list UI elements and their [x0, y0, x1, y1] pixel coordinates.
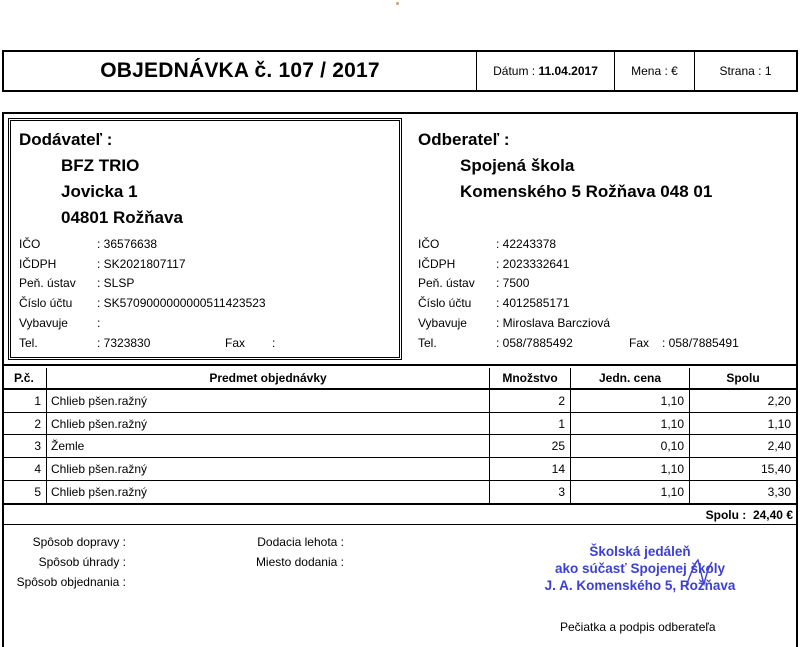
row-item: Chlieb pšen.ražný	[51, 394, 148, 408]
customer-field-label: IČDPH	[418, 257, 456, 271]
customer-tel-label: Tel.	[418, 336, 437, 350]
supplier-field-label: Vybavuje	[19, 316, 68, 330]
row-unit-price: 1,10	[660, 394, 684, 408]
row-unit-price: 1,10	[660, 462, 684, 476]
signature-label: Pečiatka a podpis odberateľa	[560, 620, 716, 634]
customer-heading: Odberateľ :	[418, 130, 510, 149]
row-item: Chlieb pšen.ražný	[51, 417, 148, 431]
delivery-place-label: Miesto dodania :	[255, 555, 344, 569]
supplier-field-value: : SK2021807117	[97, 257, 186, 271]
col-header-no: P.č.	[14, 371, 34, 385]
customer-field-label: IČO	[418, 237, 440, 251]
currency-label: Mena :	[631, 64, 668, 78]
customer-field-value: : Miroslava Barcziová	[496, 316, 611, 330]
row-unit-price: 1,10	[660, 485, 684, 499]
customer-name: Spojená škola	[460, 156, 575, 175]
customer-tel-value: : 058/7885492	[496, 336, 573, 350]
row-total: 2,40	[767, 439, 791, 453]
row-total: 3,30	[767, 485, 791, 499]
stamp-line: Školská jedáleň	[589, 544, 691, 559]
supplier-field-label: Číslo účtu	[19, 296, 73, 310]
customer-address: Komenského 5 Rožňava 048 01	[460, 182, 713, 201]
customer-fax-label: Fax	[629, 336, 650, 350]
row-qty: 1	[558, 417, 565, 431]
row-item: Chlieb pšen.ražný	[51, 462, 148, 476]
supplier-field-label: Peň. ústav	[19, 276, 76, 290]
supplier-field-label: IČO	[19, 237, 41, 251]
row-no: 2	[34, 417, 41, 431]
supplier-fax-label: Fax	[225, 336, 246, 350]
row-total: 2,20	[767, 394, 791, 408]
payment-label: Spôsob úhrady :	[38, 555, 126, 569]
stamp-line: J. A. Komenského 5, Rožňava	[544, 578, 736, 593]
signature-scribble	[680, 556, 720, 592]
sum-label: Spolu :	[705, 508, 747, 522]
customer-field-label: Peň. ústav	[418, 276, 475, 290]
stamp-line: ako súčasť Spojenej školy	[554, 561, 726, 576]
supplier-field-label: IČDPH	[19, 257, 57, 271]
table-col-divider	[46, 368, 47, 505]
row-total: 15,40	[760, 462, 791, 476]
row-no: 5	[34, 485, 41, 499]
currency-cell	[614, 52, 694, 90]
supplier-name: BFZ TRIO	[61, 156, 140, 175]
date-label: Dátum :	[493, 64, 536, 78]
row-item: Žemle	[51, 439, 85, 453]
sum-row	[600, 508, 793, 524]
currency-value: €	[671, 64, 678, 78]
customer-field-value: : 7500	[496, 276, 530, 290]
customer-field-value: : 4012585171	[496, 296, 570, 310]
row-qty: 25	[551, 439, 565, 453]
row-qty: 3	[558, 485, 565, 499]
col-header-item: Predmet objednávky	[209, 371, 327, 385]
col-header-unit-price: Jedn. cena	[598, 371, 662, 385]
date-cell	[476, 52, 614, 90]
customer-field-label: Vybavuje	[418, 316, 467, 330]
supplier-field-value: : SLSP	[97, 276, 135, 290]
customer-field-value: : 2023332641	[496, 257, 570, 271]
row-unit-price: 0,10	[660, 439, 684, 453]
order-title: OBJEDNÁVKA č. 107 / 2017	[100, 59, 380, 82]
school-stamp	[520, 543, 760, 594]
col-header-total: Spolu	[726, 371, 760, 385]
sum-value: 24,40 €	[752, 508, 793, 522]
customer-field-label: Číslo účtu	[418, 296, 472, 310]
page-cell	[694, 52, 796, 90]
col-header-qty: Množstvo	[502, 371, 558, 385]
table-bottom-rule	[4, 503, 796, 505]
stray-mark	[396, 2, 399, 5]
row-unit-price: 1,10	[660, 417, 684, 431]
page-label: Strana :	[719, 64, 762, 78]
row-qty: 2	[558, 394, 565, 408]
supplier-tel-label: Tel.	[19, 336, 38, 350]
row-no: 1	[34, 394, 41, 408]
supplier-street: Jovicka 1	[61, 182, 138, 201]
supplier-city: 04801 Rožňava	[61, 208, 183, 227]
order-method-label: Spôsob objednania :	[16, 575, 126, 589]
date-value: 11.04.2017	[538, 64, 598, 78]
customer-field-value: : 42243378	[496, 237, 557, 251]
supplier-heading: Dodávateľ :	[19, 130, 113, 149]
row-item: Chlieb pšen.ražný	[51, 485, 148, 499]
row-qty: 14	[551, 462, 565, 476]
supplier-tel-value: : 7323830	[97, 336, 151, 350]
customer-fax-value: : 058/7885491	[662, 336, 739, 350]
delivery-term-label: Dodacia lehota :	[257, 535, 344, 549]
supplier-field-value: : 36576638	[97, 237, 158, 251]
supplier-fax-value: :	[272, 336, 276, 350]
transport-label: Spôsob dopravy :	[32, 535, 126, 549]
row-total: 1,10	[767, 417, 791, 431]
row-no: 3	[34, 439, 41, 453]
supplier-field-value: :	[97, 316, 101, 330]
row-no: 4	[34, 462, 41, 476]
supplier-field-value: : SK5709000000000511423523	[97, 296, 266, 310]
page-value: 1	[764, 64, 772, 78]
